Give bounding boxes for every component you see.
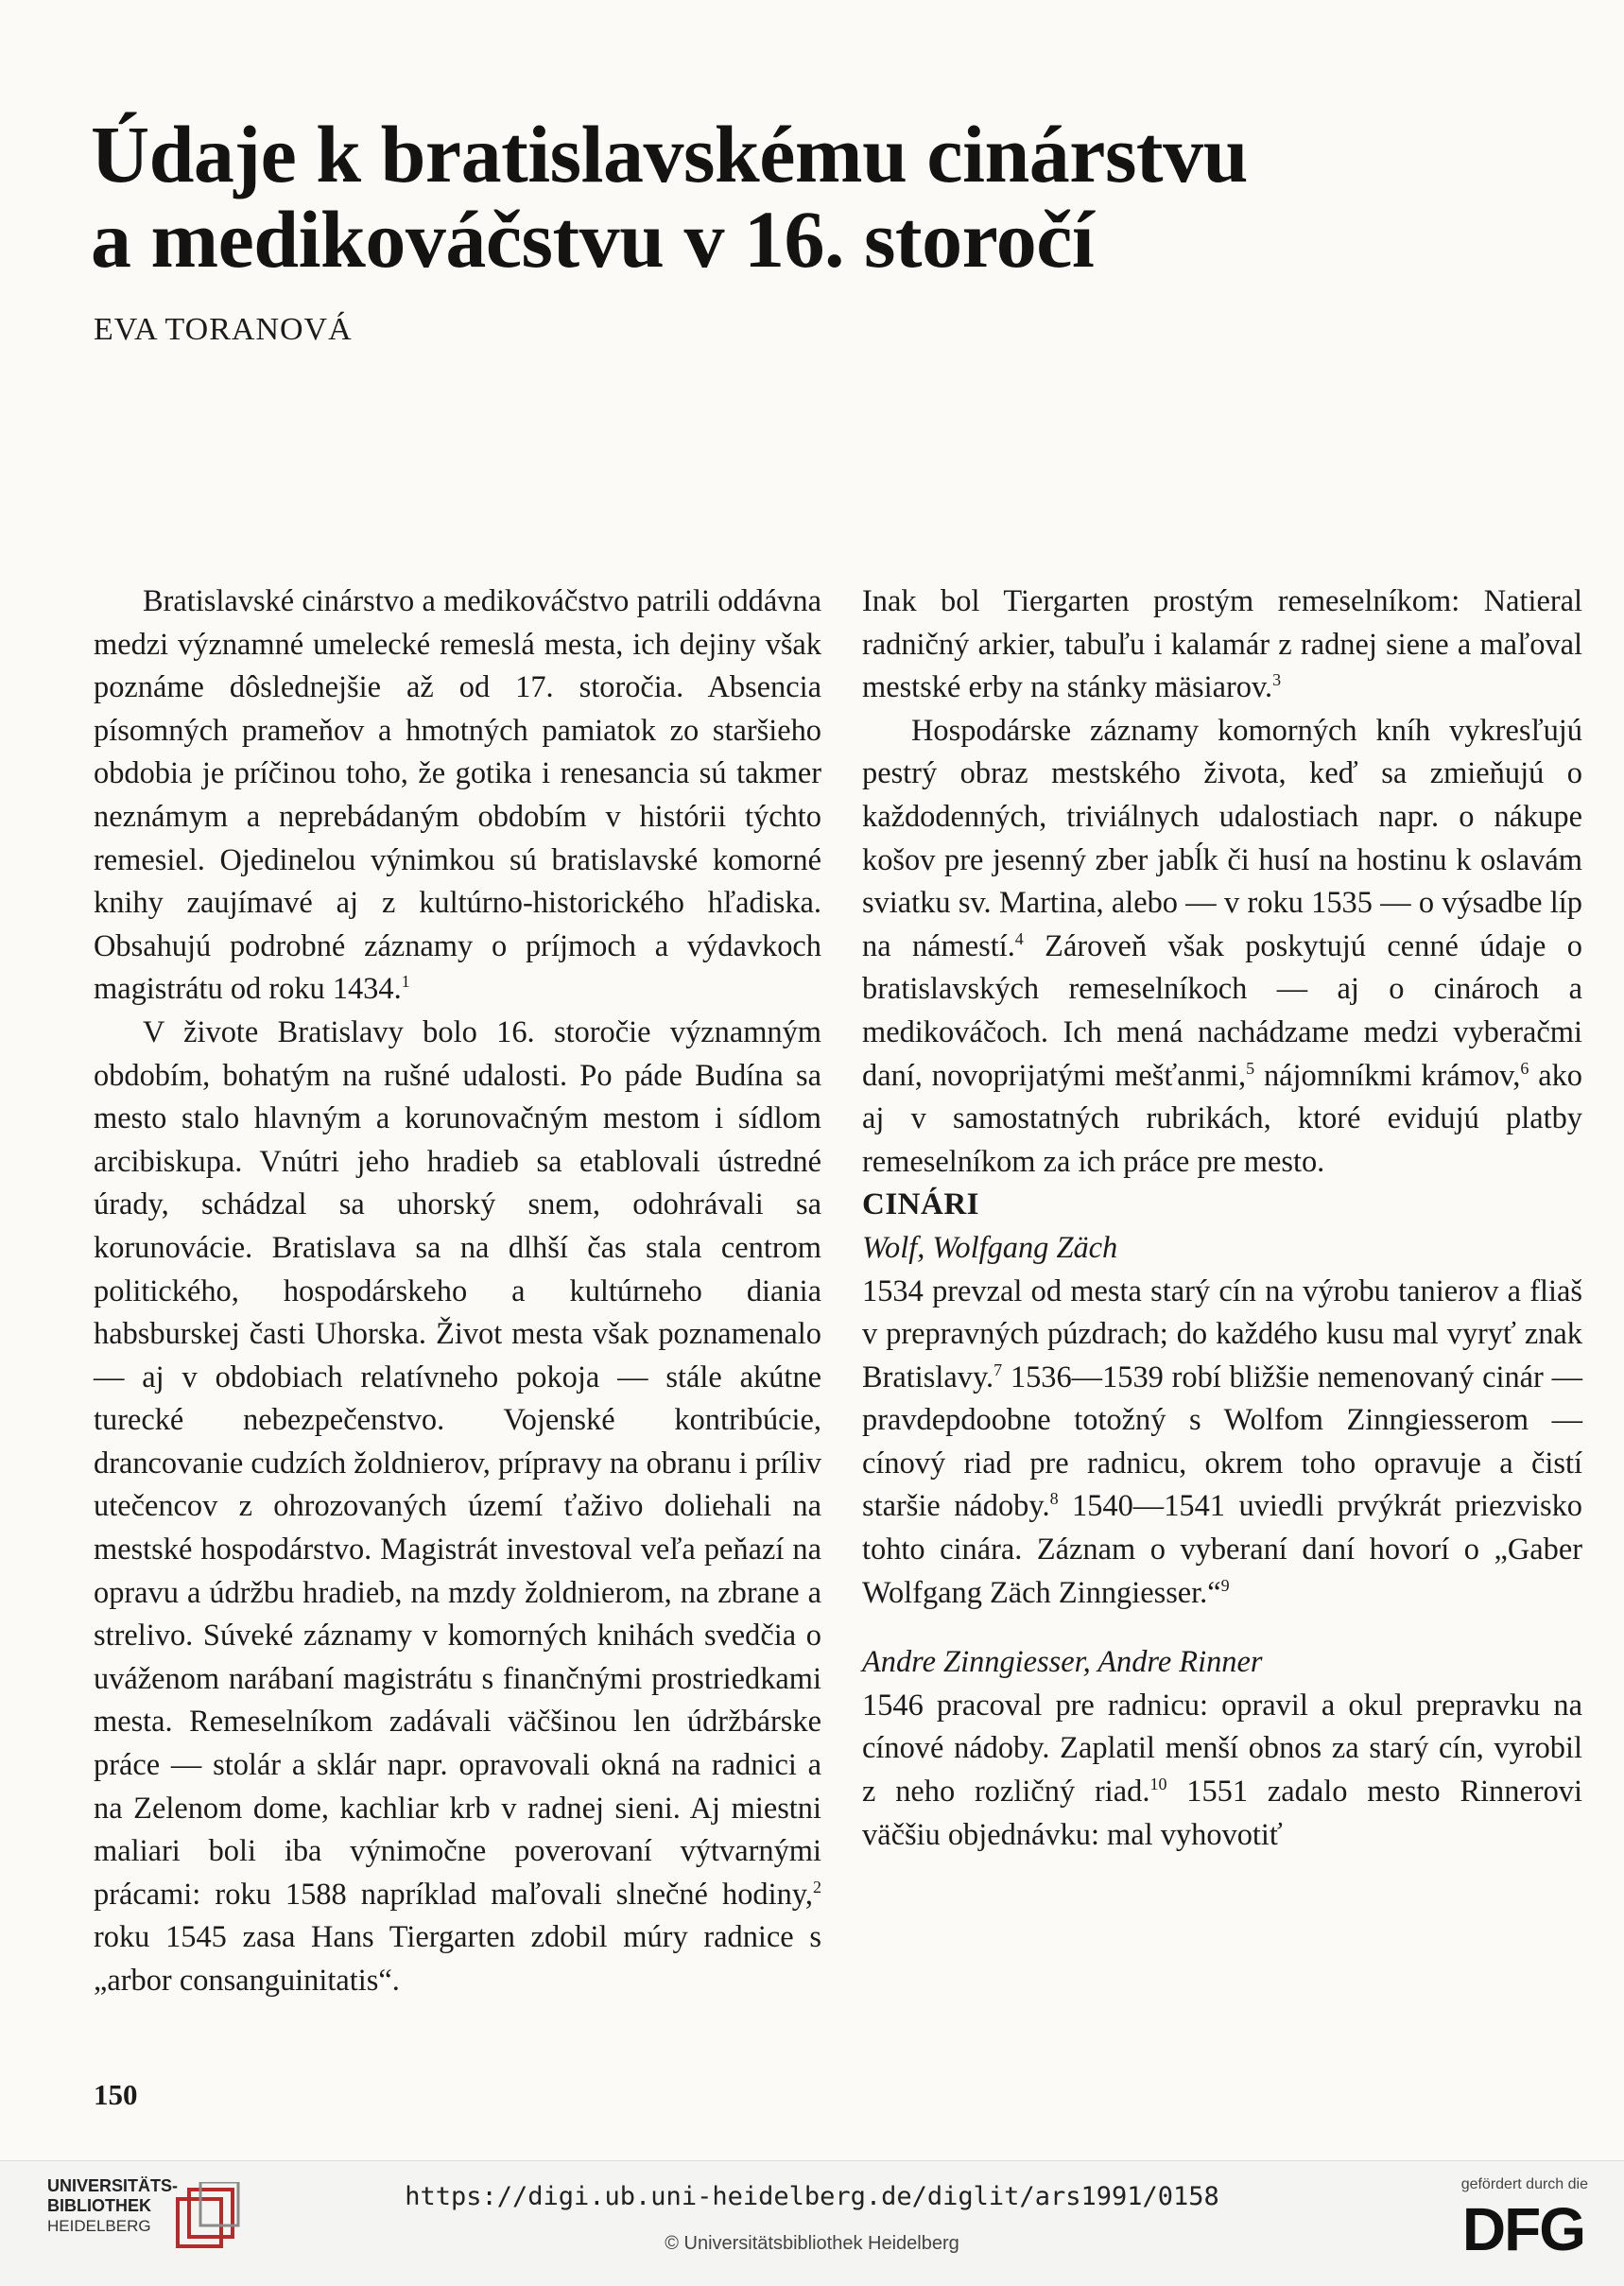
entry-andre: 1546 pracoval pre radnicu: opravil a okul prepravku na cínové nádoby. Zaplatil menší obnos za starý cín, vyrobil z neho rozličný riad.$^{10}$ 1551 zadalo mesto Rinnerovi väčšiu objednávku: mal vyhovotiť <box>862 1688 1583 1852</box>
logo-line-1: UNIVERSITÄTS- <box>47 2176 179 2195</box>
footnote-ref: 3 <box>1272 670 1282 690</box>
footnote-ref: 1 <box>401 972 410 992</box>
right-column <box>862 580 1582 1857</box>
footnote-ref: 9 <box>1220 1575 1230 1595</box>
article-title <box>91 109 1509 285</box>
page-number: 150 <box>94 2078 138 2111</box>
footnote-ref: 10 <box>1149 1775 1167 1794</box>
logo-line-2: BIBLIOTHEK <box>47 2196 151 2215</box>
footnote-ref: 7 <box>993 1359 1003 1379</box>
left-column <box>94 580 821 2003</box>
viewer-footer <box>0 2160 1624 2286</box>
title-line-1: Údaje k bratislavskému cinárstvu <box>91 109 1248 199</box>
permalink-url[interactable]: https://digi.ub.uni-heidelberg.de/diglit/ars1991/0158 <box>405 2182 1219 2211</box>
footnote-ref: 4 <box>1014 928 1024 948</box>
title-line-2: a medikováčstvu v 16. storočí <box>91 194 1095 285</box>
entry-wolf: 1534 prevzal od mesta starý cín na výrobu tanierov a fliaš v prepravných púzdrach; do každého kusu mal vyryť znak Bratislavy.$^7$ 1536—1539 robí bližšie nemenovaný cinár — pravdepdoobne totožný s Wolfom Zinngiesserom — cínový riad pre radnicu, okrem toho opravuje a čistí staršie nádoby.$^8$ 1540—1541 uviedli prvýkrát priezvisko tohto cinára. Záznam o vyberaní daní hovorí o „Gaber Wolfgang Zäch Zinngiesser.“$^9$ <box>862 1273 1582 1610</box>
funding-note: gefördert durch die <box>1460 2176 1588 2192</box>
entry-heading-andre: Andre Zinngiesser, Andre Rinner <box>862 1645 1263 1680</box>
copyright-notice: © Universitätsbibliothek Heidelberg <box>665 2233 959 2254</box>
author-name: EVA TORANOVÁ <box>94 312 353 347</box>
entry-heading-wolf: Wolf, Wolfgang Zäch <box>862 1230 1118 1265</box>
paragraph-4: Hospodárske záznamy komorných kníh vykresľujú pestrý obraz mestského života, keď sa zmieňujú o každodenných, triviálnych udalostiach napr. o nákupe košov pre jesenný zber jabĺk či husí na hostinu k oslavám sviatku sv. Martina, alebo — v roku 1535 — o výsadbe líp na námestí.$^4$ Zároveň však poskytujú cenné údaje o bratislavských remeselníkoch — aj o cinároch a medikováčoch. Ich mená nachádzame medzi vyberačmi daní, novoprijatými mešťanmi,$^5$ nájomníkmi krámov,$^6$ ako aj v samostatných rubrikách, ktoré evidujú platby remeselníkom za ich práce pre mesto. <box>862 713 1582 1179</box>
logo-line-3: HEIDELBERG <box>47 2217 151 2235</box>
paragraph-1: Bratislavské cinárstvo a medikováčstvo patrili oddávna medzi významné umelecké remeslá mesta, ich dejiny však poznáme dôslednejšie až od 17. storočia. Absencia písomných prameňov a hmotných pamiatok zo staršieho obdobia je príčinou toho, že gotika i renesancia sú takmer neznámym a neprebádaným obdobím v histórii týchto remesiel. Ojedinelou výnimkou sú bratislavské komorné knihy zaujímavé aj z kultúrno-historického hľadiska. Obsahujú podrobné záznamy o príjmoch a výdavkoch magistrátu od roku 1434.$^1$ <box>94 584 821 1007</box>
dfg-logo[interactable]: DFG <box>1461 2195 1584 2263</box>
footnote-ref: 2 <box>813 1878 821 1897</box>
paragraph-2: V živote Bratislavy bolo 16. storočie významným obdobím, bohatým na rušné udalosti. Po páde Budína sa mesto stalo hlavným a korunovačným mestom i sídlom arcibiskupa. Vnútri jeho hradieb sa etablovali ústredné úrady, schádzal sa uhorský snem, odohrávali sa korunovácie. Bratislava sa na dlhší čas stala centrom politického, hospodárskeho a kultúrneho diania habsburskej časti Uhorska. Život mesta však poznamenalo — aj v obdobiach relatívneho pokoja — stále akútne turecké nebezpečenstvo. Vojenské kontribúcie, drancovanie cudzích žoldnierov, prípravy na obranu i príliv utečencov z ohrozovaných území ťaživo doliehali na mestské hospodárstvo. Magistrát investoval veľa peňazí na opravu a údržbu hradieb, na mzdy žoldnierom, na zbrane a strelivo. Súveké záznamy v komorných knihách svedčia o uváženom narábaní magistrátu s finančnými prostriedkami mesta. Remeselníkom zadávali väčšinou len údržbárske práce — stolár a sklár napr. opravovali okná na radnici a na Zelenom dome, kachliar krb v radnej sieni. Aj miestni maliari boli iba výnimočne poverovaní výtvarnými prácami: roku 1588 napríklad maľovali slnečné hodiny,$^2$ roku 1545 zasa Hans Tiergarten zdobil múry radnice s „arbor consanguinitatis“. <box>94 1014 821 1998</box>
section-heading: CINÁRI <box>862 1187 980 1222</box>
footnote-ref: 5 <box>1246 1058 1255 1078</box>
footnote-ref: 6 <box>1520 1058 1529 1078</box>
paragraph-3: Inak bol Tiergarten prostým remeselníkom: Natieral radničný arkier, tabuľu i kalamár z radnej siene a maľoval mestské erby na stánky mäsiarov.$^3$ <box>862 584 1582 705</box>
footnote-ref: 8 <box>1049 1489 1059 1509</box>
